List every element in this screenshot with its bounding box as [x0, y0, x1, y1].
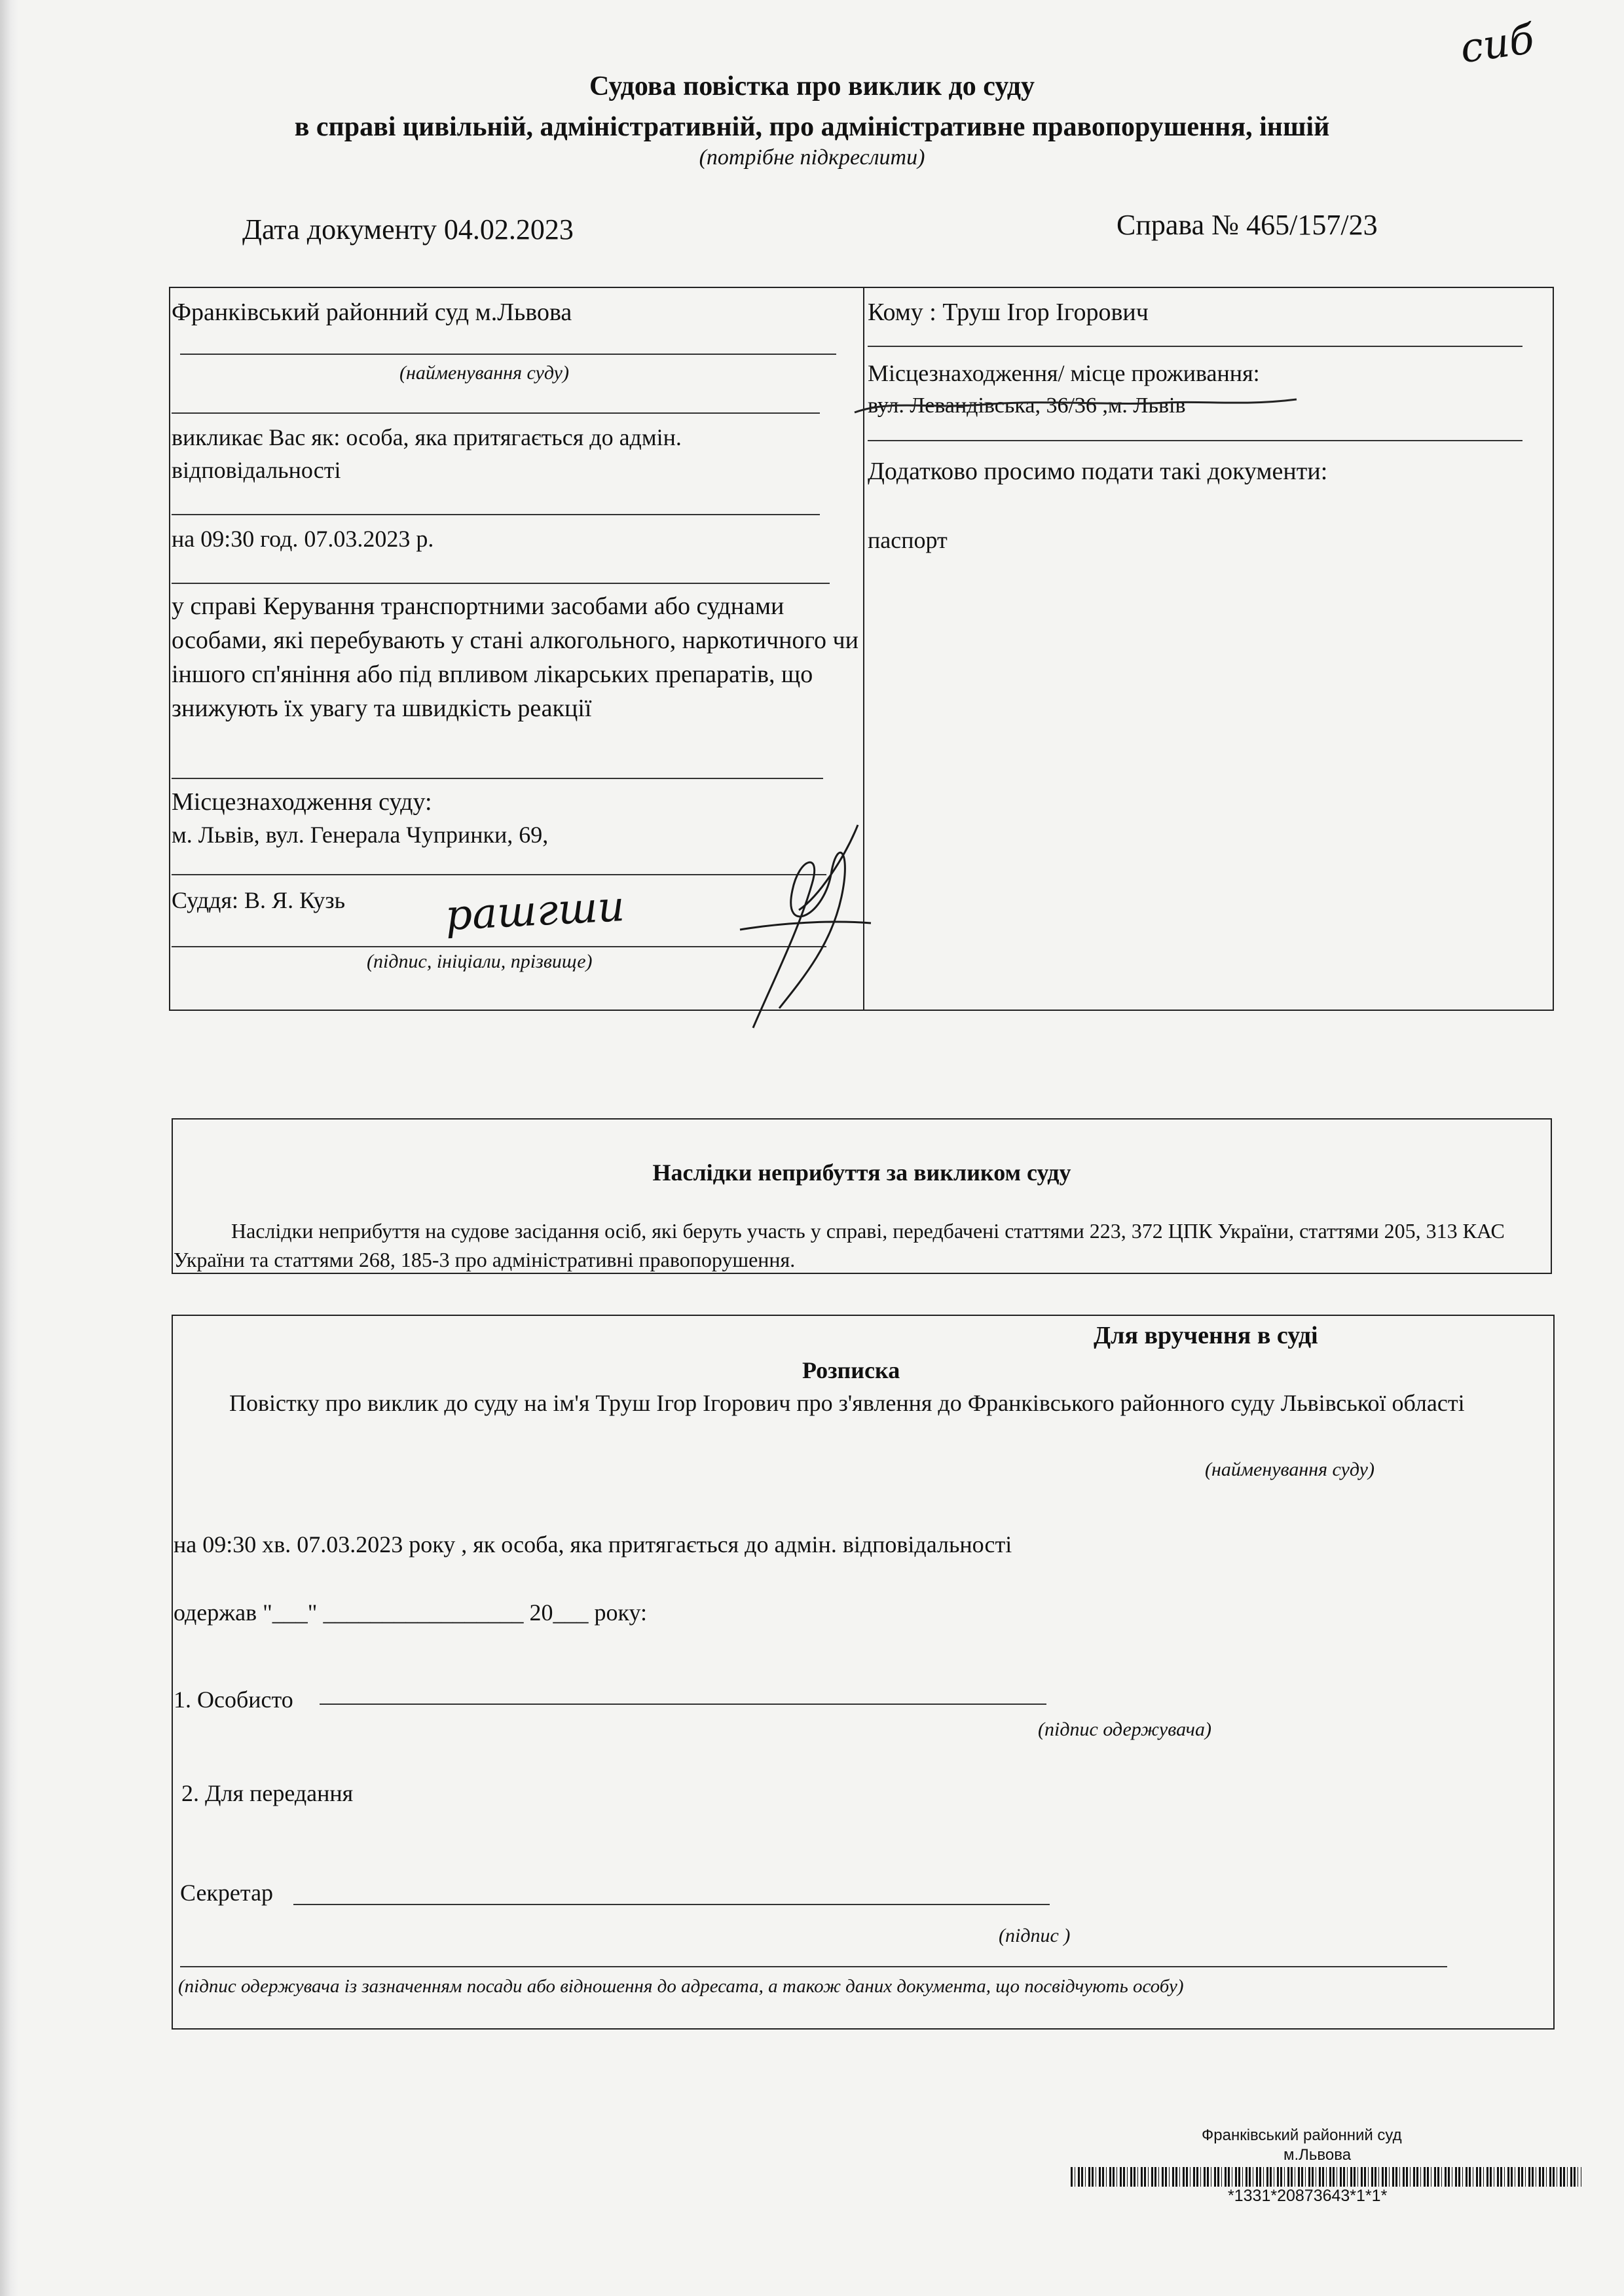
- underline-note: (потрібне підкреслити): [699, 145, 925, 170]
- hearing-time: на 09:30 год. 07.03.2023 р.: [172, 526, 434, 552]
- court-caption: (найменування суду): [399, 362, 569, 384]
- receipt-line1: Повістку про виклик до суду на ім'я Труш Ігор Ігорович про з'явлення до Франківського районного суду Львівської області: [229, 1390, 1465, 1416]
- barcode-text: *1331*20873643*1*1*: [1228, 2187, 1388, 2205]
- receipt-time-line: на 09:30 хв. 07.03.2023 року , як особа, яка притягається до адмін. відповідальності: [174, 1531, 1012, 1558]
- recipient-name: Кому : Труш Ігор Ігорович: [868, 299, 1149, 326]
- page-edge: [0, 0, 18, 2296]
- secretary-label: Секретар: [180, 1880, 274, 1906]
- consequences-text: Наслідки неприбуття на судове засідання осіб, які беруть участь у справі, передбачені статтями 223, 372 ЦПК України, статтями 205, 313 КАС України та статтями 268, 185-3 про адміністративні правопорушення.: [174, 1219, 1505, 1271]
- secretary-signature-line: [293, 1904, 1050, 1905]
- footer-court-line2: м.Львова: [1283, 2146, 1352, 2164]
- corner-handwritten-mark: сиб: [1457, 14, 1538, 73]
- case-subject: у справі Керування транспортними засобами або суднами особами, які перебувають у стані алкогольного, наркотичного чи іншого сп'яніння або під впливом лікарських препаратів, що знижують їх увагу та швидкість реакції: [172, 592, 858, 722]
- receipt-box: [172, 1315, 1555, 2030]
- received-line: одержав "___" _________________ 20___ року:: [174, 1599, 648, 1626]
- court-name-underline: [180, 354, 836, 355]
- recipient-signature-caption: (підпис одержувача): [1038, 1719, 1211, 1740]
- document-title: Судова повістка про виклик до суду: [589, 71, 1035, 101]
- divider-3: [172, 583, 830, 584]
- extra-docs: паспорт: [868, 527, 948, 553]
- bottom-signature-line: [180, 1966, 1447, 1967]
- court-location: м. Львів, вул. Генерала Чупринки, 69,: [172, 822, 549, 848]
- court-location-label: Місцезнаходження суду:: [172, 788, 432, 816]
- extra-docs-label: Додатково просимо подати такі документи:: [868, 458, 1328, 485]
- address-strikethrough: [851, 386, 1310, 426]
- court-name: Франківський районний суд м.Львова: [172, 299, 572, 326]
- transfer-label: 2. Для передання: [175, 1780, 354, 1806]
- personally-signature-line: [320, 1704, 1046, 1705]
- recipient-address: вул. Левандівська, 36/36 ,м. Львів: [868, 393, 1186, 418]
- footer-court-line1: Франківський районний суд: [1202, 2126, 1402, 2144]
- divider-4: [172, 778, 823, 779]
- divider-2: [172, 514, 820, 515]
- judge-name: Суддя: В. Я. Кузь: [172, 887, 346, 913]
- receipt-title: Розписка: [802, 1357, 900, 1383]
- judge-signature: рашгши: [444, 882, 626, 941]
- signature-caption: (підпис, ініціали, прізвище): [367, 951, 593, 972]
- case-number: Справа № 465/157/23: [1116, 209, 1378, 241]
- document-subtitle: в справі цивільній, адміністративній, про адміністративне правопорушення, іншій: [294, 112, 1330, 142]
- divider-1: [172, 412, 820, 414]
- document-date: Дата документу 04.02.2023: [242, 213, 574, 246]
- secretary-sign-caption: (підпис ): [999, 1925, 1071, 1946]
- personally-label: 1. Особисто: [174, 1686, 293, 1713]
- barcode: [1071, 2167, 1581, 2187]
- summons-role: викликає Вас як: особа, яка притягається до адмін. відповідальності: [172, 424, 682, 483]
- for-court-label: Для вручення в суді: [1094, 1322, 1318, 1349]
- consequences-title: Наслідки неприбуття за викликом суду: [652, 1159, 1071, 1186]
- receipt-court-caption: (найменування суду): [1205, 1459, 1375, 1480]
- handwritten-signature-scrawl: [701, 812, 877, 1041]
- bottom-caption: (підпис одержувача із зазначенням посади або відношення до адресата, а також даних документа, що посвідчують особу): [178, 1976, 1184, 1997]
- address-label: Місцезнаходження/ місце проживання:: [868, 360, 1260, 386]
- address-underline: [868, 440, 1522, 441]
- recipient-underline: [868, 346, 1522, 347]
